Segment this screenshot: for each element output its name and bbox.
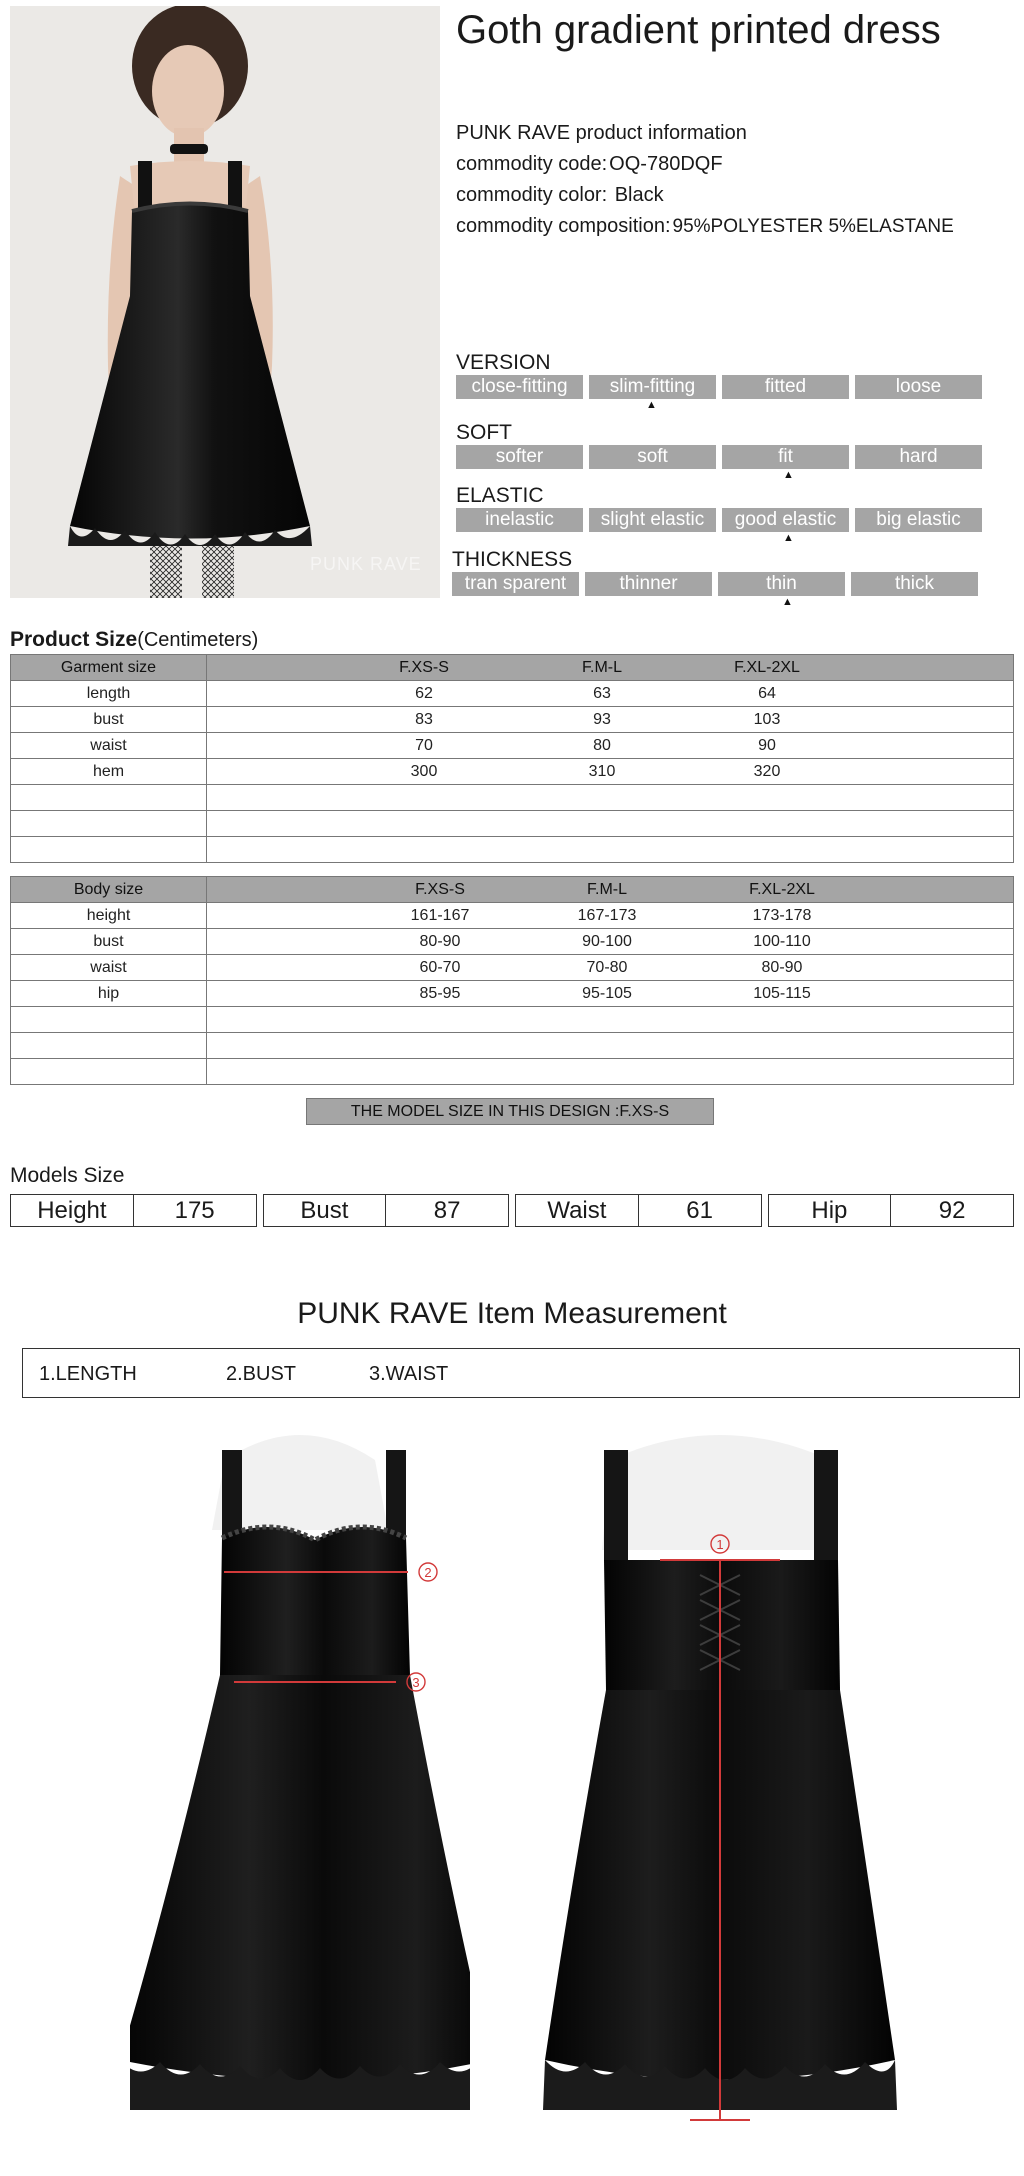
attr-elastic-option: inelastic bbox=[456, 508, 583, 532]
color-label: commodity color: bbox=[456, 184, 608, 206]
attr-soft-option: softer bbox=[456, 445, 583, 469]
bust-marker-number: 2 bbox=[424, 1565, 432, 1580]
models-size-title: Models Size bbox=[10, 1164, 125, 1187]
model-height: Height 175 bbox=[10, 1194, 257, 1227]
dress-front-illustration bbox=[130, 1420, 470, 2140]
attr-thickness bbox=[452, 548, 978, 610]
attr-soft bbox=[456, 421, 982, 483]
model-size-note: THE MODEL SIZE IN THIS DESIGN :F.XS-S bbox=[306, 1098, 714, 1125]
composition-label: commodity composition: bbox=[456, 215, 671, 237]
attr-version bbox=[456, 351, 982, 413]
model-waist: Waist 61 bbox=[515, 1194, 762, 1227]
table-row-empty bbox=[11, 1059, 1014, 1085]
code-label: commodity code: bbox=[456, 153, 608, 175]
attr-thickness-option: thin bbox=[718, 572, 845, 596]
product-size-title: Product Size(Centimeters) bbox=[10, 628, 259, 651]
model-photo-illustration bbox=[10, 6, 440, 598]
commodity-composition-row bbox=[456, 211, 954, 242]
table-row: length 62 63 64 bbox=[11, 681, 1014, 707]
attr-thickness-option: thick bbox=[851, 572, 978, 596]
attr-soft-option: fit bbox=[722, 445, 849, 469]
attr-elastic-option: good elastic bbox=[722, 508, 849, 532]
table-header-sizes: F.XS-S F.M-L F.XL-2XL bbox=[207, 877, 1014, 903]
table-row: hip 85-95 95-105 105-115 bbox=[11, 981, 1014, 1007]
dress-back-illustration bbox=[540, 1420, 900, 2140]
attr-version-option: close-fitting bbox=[456, 375, 583, 399]
table-row-empty bbox=[11, 837, 1014, 863]
table-row-empty bbox=[11, 785, 1014, 811]
table-row-empty bbox=[11, 1007, 1014, 1033]
table-header-cell: Garment size bbox=[11, 655, 207, 681]
attr-thickness-option: thinner bbox=[585, 572, 712, 596]
attr-thickness-label: THICKNESS bbox=[452, 548, 573, 571]
body-size-table bbox=[10, 876, 1014, 1085]
model-hip: Hip 92 bbox=[768, 1194, 1015, 1227]
length-marker-number: 1 bbox=[716, 1537, 724, 1552]
table-row-empty bbox=[11, 1033, 1014, 1059]
measurement-item-bust: 2.BUST bbox=[226, 1363, 297, 1385]
table-header-cell: Body size bbox=[11, 877, 207, 903]
dress-back-view bbox=[540, 1420, 900, 2140]
brand-line: PUNK RAVE product information bbox=[456, 122, 747, 144]
attr-soft-option: soft bbox=[589, 445, 716, 469]
product-info bbox=[456, 118, 954, 242]
commodity-code-row bbox=[456, 149, 954, 180]
waist-marker-number: 3 bbox=[412, 1675, 420, 1690]
garment-size-table bbox=[10, 654, 1014, 863]
table-header-row bbox=[11, 877, 1014, 903]
composition-value: 95%POLYESTER 5%ELASTANE bbox=[672, 216, 954, 237]
attr-elastic bbox=[456, 484, 982, 546]
attr-elastic-option: slight elastic bbox=[589, 508, 716, 532]
table-row: bust 83 93 103 bbox=[11, 707, 1014, 733]
model-bust: Bust 87 bbox=[263, 1194, 510, 1227]
photo-watermark: PUNK RAVE bbox=[310, 554, 422, 574]
commodity-color-row bbox=[456, 180, 954, 211]
measurement-legend bbox=[22, 1348, 1020, 1398]
attr-soft-label: SOFT bbox=[456, 421, 512, 444]
table-row: height 161-167 167-173 173-178 bbox=[11, 903, 1014, 929]
table-row: waist 60-70 70-80 80-90 bbox=[11, 955, 1014, 981]
attr-thickness-marker: ▲ bbox=[782, 596, 793, 608]
table-row: bust 80-90 90-100 100-110 bbox=[11, 929, 1014, 955]
table-row-empty bbox=[11, 811, 1014, 837]
attr-soft-option: hard bbox=[855, 445, 982, 469]
attr-version-label: VERSION bbox=[456, 351, 551, 374]
attr-thickness-option: tran sparent bbox=[452, 572, 579, 596]
color-value: Black bbox=[614, 184, 664, 206]
attr-version-marker: ▲ bbox=[646, 399, 657, 411]
attr-version-option: slim-fitting bbox=[589, 375, 716, 399]
code-value: OQ-780DQF bbox=[609, 153, 723, 175]
model-photo bbox=[10, 6, 440, 598]
dress-front-view bbox=[130, 1420, 470, 2140]
table-header-row bbox=[11, 655, 1014, 681]
attr-version-option: loose bbox=[855, 375, 982, 399]
attr-soft-marker: ▲ bbox=[783, 469, 794, 481]
attr-version-option: fitted bbox=[722, 375, 849, 399]
attr-elastic-label: ELASTIC bbox=[456, 484, 544, 507]
measurement-item-waist: 3.WAIST bbox=[369, 1363, 449, 1385]
table-row: hem 300 310 320 bbox=[11, 759, 1014, 785]
attr-elastic-option: big elastic bbox=[855, 508, 982, 532]
measurement-item-length: 1.LENGTH bbox=[39, 1363, 137, 1385]
table-header-sizes: F.XS-S F.M-L F.XL-2XL bbox=[207, 655, 1014, 681]
product-title: Goth gradient printed dress bbox=[456, 8, 941, 52]
attr-elastic-marker: ▲ bbox=[783, 532, 794, 544]
models-size-row bbox=[10, 1194, 1014, 1227]
table-row: waist 70 80 90 bbox=[11, 733, 1014, 759]
measurement-title: PUNK RAVE Item Measurement bbox=[297, 1297, 727, 1330]
